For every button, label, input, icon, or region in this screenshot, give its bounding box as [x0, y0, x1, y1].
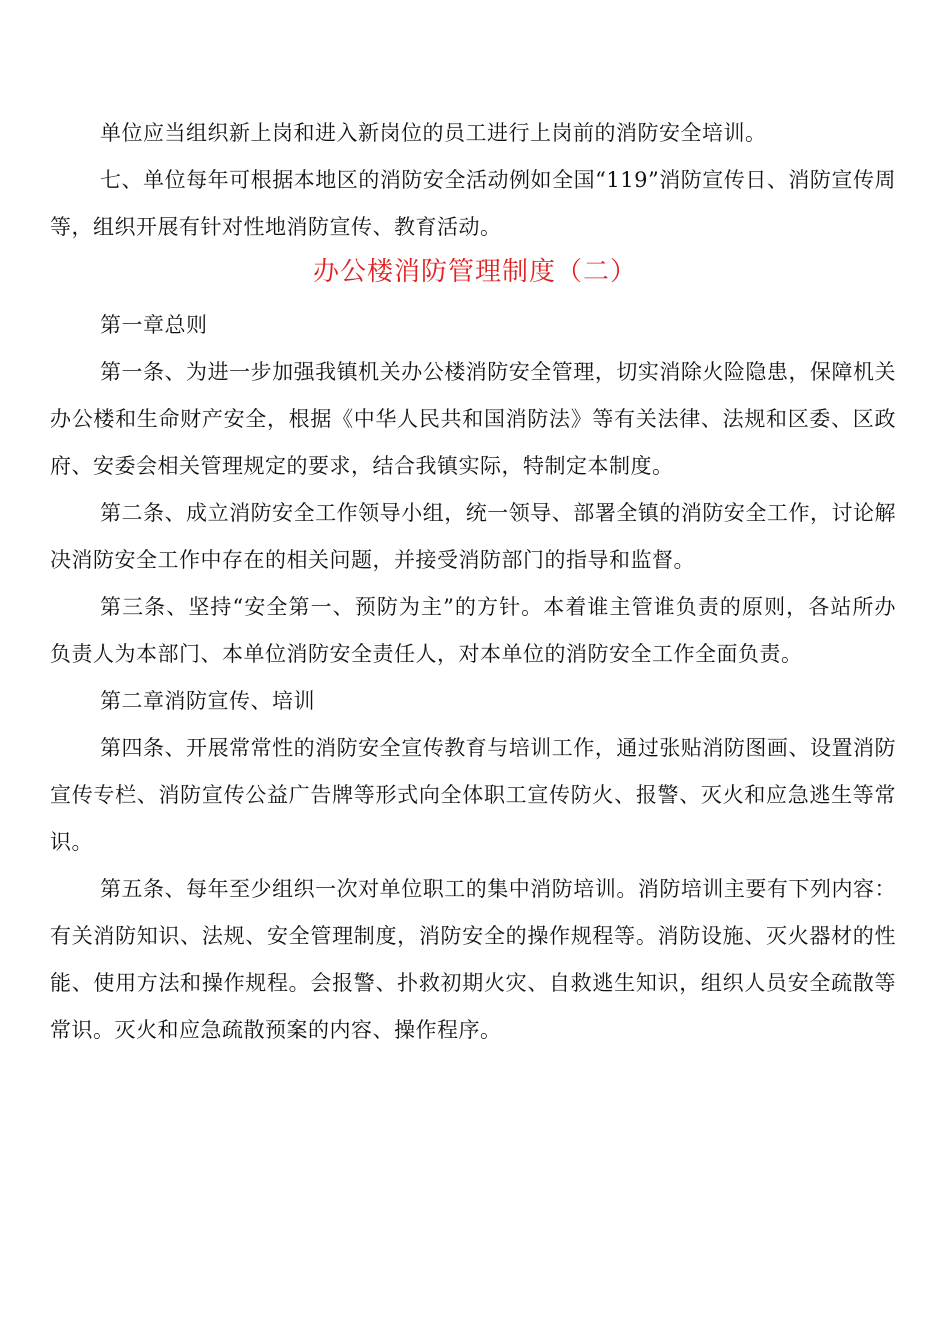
chapter-2-heading: 第二章消防宣传、培训	[100, 689, 315, 713]
chapter-1-heading: 第一章总则	[100, 313, 208, 337]
intro-section	[50, 110, 896, 251]
intro-paragraph-1: 单位应当组织新上岗和进入新岗位的员工进行上岗前的消防安全培训。	[100, 121, 767, 145]
article-1: 第一条、为进一步加强我镇机关办公楼消防安全管理，切实消除火险隐患，保障机关办公楼和生命财产安全，根据《中华人民共和国消防法》等有关法律、法规和区委、区政府、安委会相关管理规定的要求，结合我镇实际，特制定本制度。	[50, 360, 896, 478]
intro-paragraph-2: 七、单位每年可根据本地区的消防安全活动例如全国“119”消防宣传日、消防宣传周等，组织开展有针对性地消防宣传、教育活动。	[50, 168, 896, 239]
article-3: 第三条、坚持“安全第一、预防为主”的方针。本着谁主管谁负责的原则，各站所办负责人为本部门、本单位消防安全责任人，对本单位的消防安全工作全面负责。	[50, 595, 896, 666]
article-5: 第五条、每年至少组织一次对单位职工的集中消防培训。消防培训主要有下列内容：有关消防知识、法规、安全管理制度，消防安全的操作规程等。消防设施、灭火器材的性能、使用方法和操作规程。会报警、扑救初期火灾、自救逃生知识，组织人员安全疏散等常识。灭火和应急疏散预案的内容、操作程序。	[50, 877, 896, 1042]
document-title: 办公楼消防管理制度（二）	[312, 257, 637, 287]
article-2: 第二条、成立消防安全工作领导小组，统一领导、部署全镇的消防安全工作，讨论解决消防安全工作中存在的相关问题，并接受消防部门的指导和监督。	[50, 501, 896, 572]
article-4: 第四条、开展常常性的消防安全宣传教育与培训工作，通过张贴消防图画、设置消防宣传专栏、消防宣传公益广告牌等形式向全体职工宣传防火、报警、灭火和应急逃生等常识。	[50, 736, 896, 854]
main-body	[50, 302, 896, 1054]
